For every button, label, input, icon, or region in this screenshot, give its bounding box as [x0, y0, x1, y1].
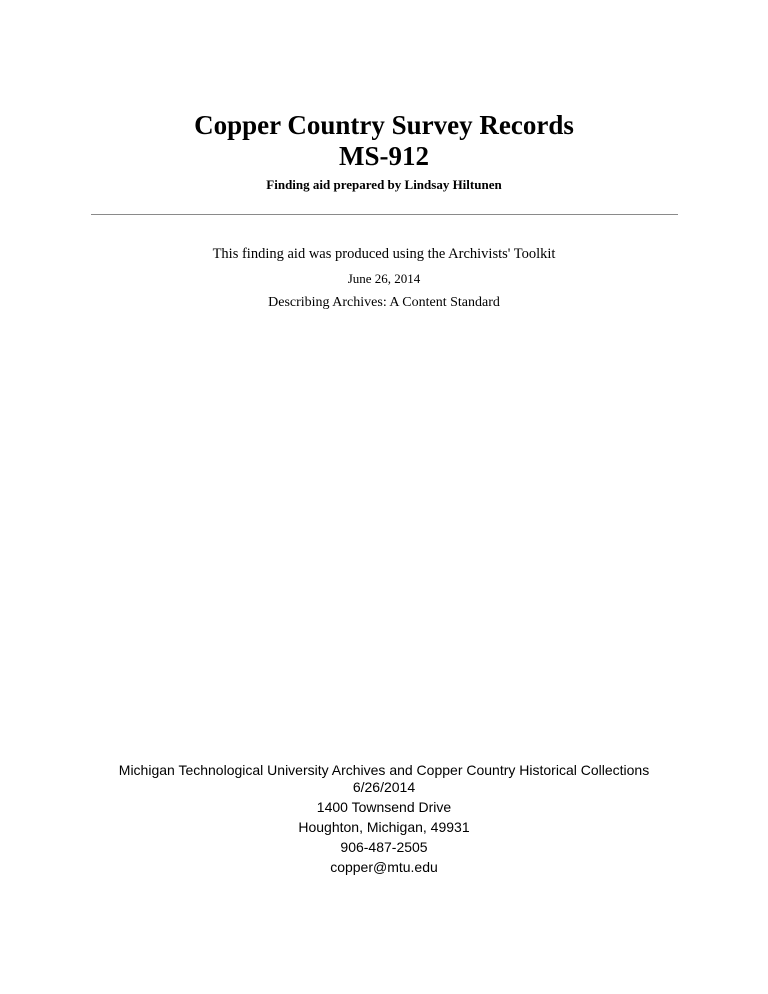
repository-phone: 906-487-2505: [340, 839, 428, 855]
repository-date: 6/26/2014: [352, 779, 416, 795]
repository-street: 1400 Townsend Drive: [316, 799, 452, 815]
produced-with-note: This finding aid was produced using the Archivists' Toolkit: [212, 246, 556, 262]
document-date: June 26, 2014: [347, 271, 421, 286]
description-standard: Describing Archives: A Content Standard: [268, 295, 500, 310]
collection-title: Copper Country Survey Records: [194, 110, 574, 140]
repository-email: copper@mtu.edu: [330, 859, 438, 875]
repository-city: Houghton, Michigan, 49931: [298, 819, 470, 835]
prepared-by-line: Finding aid prepared by Lindsay Hiltunen: [266, 177, 502, 192]
collection-identifier: MS-912: [339, 141, 429, 171]
horizontal-divider: [91, 214, 678, 215]
repository-address-block: [0, 763, 768, 877]
repository-name: Michigan Technological University Archives and Copper Country Historical Collections: [118, 762, 650, 778]
